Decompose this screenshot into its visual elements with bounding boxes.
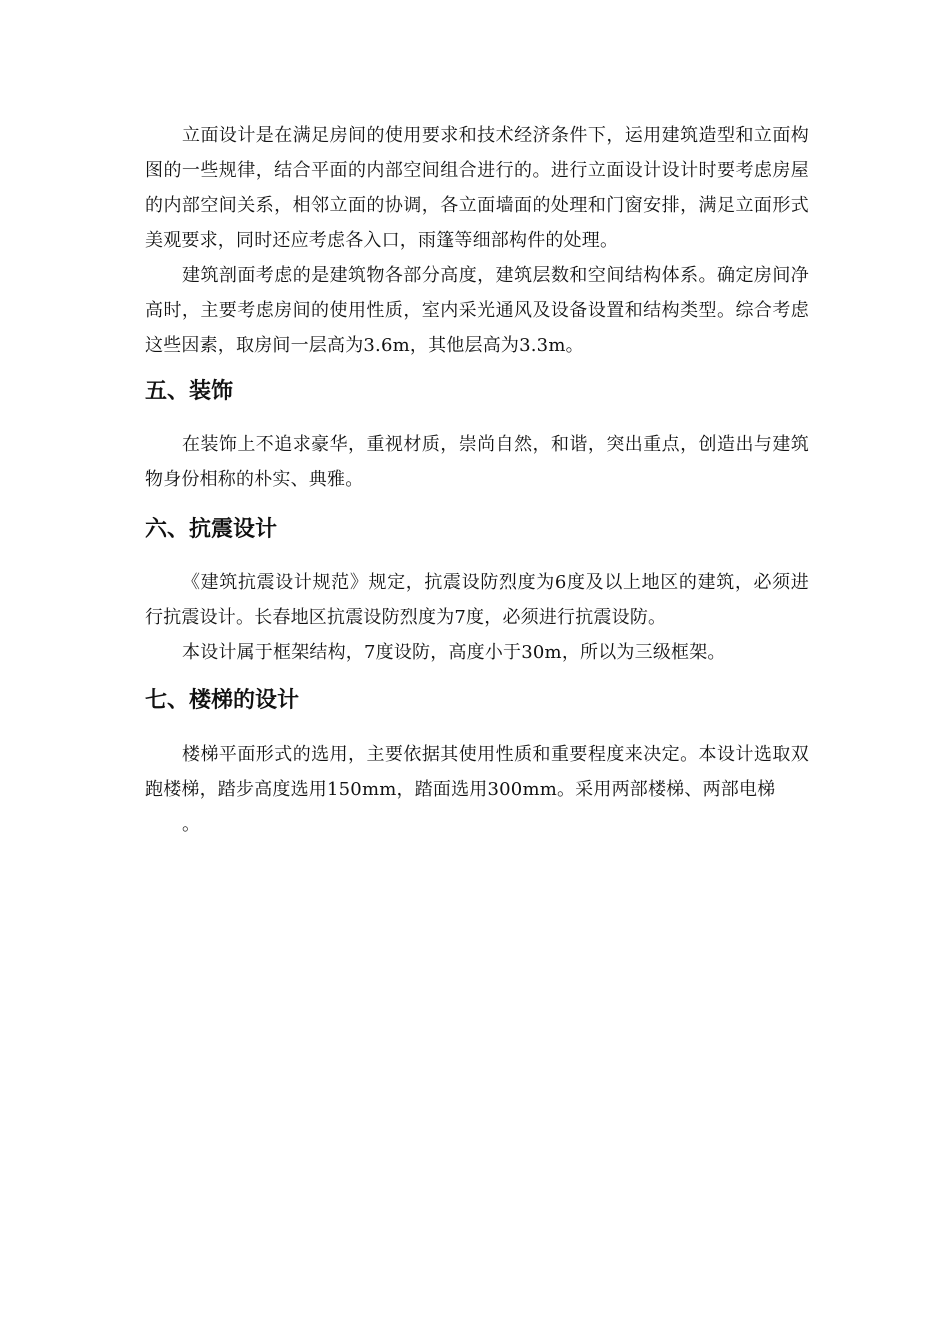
paragraph-frame-structure: 本设计属于框架结构，7度设防，高度小于30m，所以为三级框架。 <box>182 642 726 663</box>
document-body <box>145 118 809 842</box>
section-heading-seismic-design: 六、抗震设计 <box>145 517 278 542</box>
paragraph-elevation-design: 立面设计是在满足房间的使用要求和技术经济条件下，运用建筑造型和立面构图的一些规律，结合平面的内部空间组合进行的。进行立面设计设计时要考虑房屋的内部空间关系，相邻立面的协调，各立面墙面的处理和门窗安排，满足立面形式美观要求，同时还应考虑各入口，雨篷等细部构件的处理。 <box>145 125 809 251</box>
paragraph-stair-design-tail: 。 <box>182 814 201 835</box>
paragraph-section-design: 建筑剖面考虑的是建筑物各部分高度，建筑层数和空间结构体系。确定房间净高时，主要考虑房间的使用性质，室内采光通风及设备设置和结构类型。综合考虑这些因素，取房间一层高为3.6m，其他层高为3.3m。 <box>145 265 809 356</box>
section-heading-stair-design: 七、楼梯的设计 <box>145 688 300 713</box>
section-heading-decoration: 五、装饰 <box>145 379 234 404</box>
paragraph-decoration: 在装饰上不追求豪华，重视材质，崇尚自然，和谐，突出重点，创造出与建筑物身份相称的朴实、典雅。 <box>145 434 809 490</box>
paragraph-stair-design <box>145 737 809 842</box>
paragraph-stair-design-main: 楼梯平面形式的选用，主要依据其使用性质和重要程度来决定。本设计选取双跑楼梯，踏步高度选用150mm，踏面选用300mm。采用两部楼梯、两部电梯 <box>145 744 809 800</box>
paragraph-seismic-code: 《建筑抗震设计规范》规定，抗震设防烈度为6度及以上地区的建筑，必须进行抗震设计。长春地区抗震设防烈度为7度，必须进行抗震设防。 <box>145 572 809 628</box>
